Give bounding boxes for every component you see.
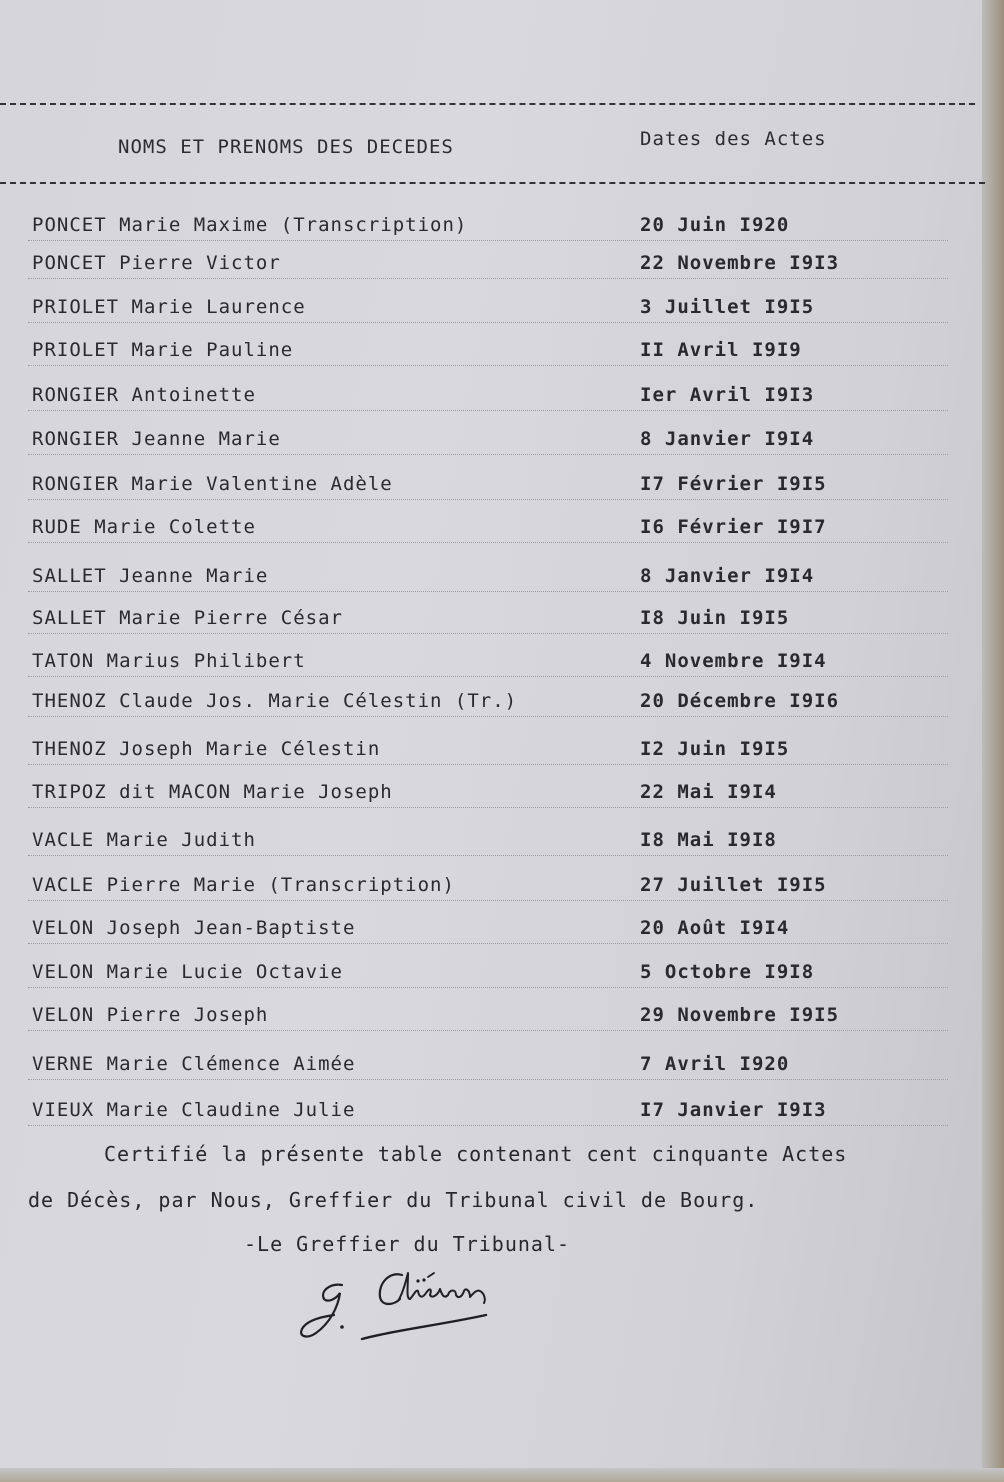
- row-dotted-line: [28, 542, 948, 543]
- deceased-name: PONCET Pierre Victor: [32, 252, 281, 274]
- row-dotted-line: [28, 807, 948, 808]
- table-row: [0, 214, 960, 242]
- top-dashed-rule: [0, 103, 975, 105]
- row-dotted-line: [28, 716, 948, 717]
- deceased-name: VELON Joseph Jean-Baptiste: [32, 917, 356, 939]
- act-date: 29 Novembre I9I5: [640, 1004, 840, 1026]
- act-date: I7 Janvier I9I3: [640, 1099, 827, 1121]
- header-dashed-rule: [0, 182, 985, 184]
- deceased-name: THENOZ Claude Jos. Marie Célestin (Tr.): [32, 690, 518, 712]
- act-date: I6 Février I9I7: [640, 516, 827, 538]
- names-column-header: NOMS ET PRENOMS DES DECEDES: [118, 136, 454, 158]
- act-date: 27 Juillet I9I5: [640, 874, 827, 896]
- deceased-name: TRIPOZ dit MACON Marie Joseph: [32, 781, 393, 803]
- table-row: [0, 874, 960, 902]
- row-dotted-line: [28, 240, 948, 241]
- deceased-name: PRIOLET Marie Laurence: [32, 296, 306, 318]
- row-dotted-line: [28, 454, 948, 455]
- deceased-name: RONGIER Antoinette: [32, 384, 256, 406]
- act-date: II Avril I9I9: [640, 339, 802, 361]
- deceased-name: VACLE Marie Judith: [32, 829, 256, 851]
- act-date: I7 Février I9I5: [640, 473, 827, 495]
- row-dotted-line: [28, 1079, 948, 1080]
- table-row: [0, 384, 960, 412]
- clerk-signature: [290, 1255, 500, 1350]
- act-date: 20 Juin I920: [640, 214, 790, 236]
- row-dotted-line: [28, 987, 948, 988]
- deceased-name: PONCET Marie Maxime (Transcription): [32, 214, 468, 236]
- row-dotted-line: [28, 764, 948, 765]
- table-row: [0, 428, 960, 456]
- row-dotted-line: [28, 365, 948, 366]
- table-row: [0, 473, 960, 501]
- row-dotted-line: [28, 499, 948, 500]
- row-dotted-line: [28, 943, 948, 944]
- table-row: [0, 252, 960, 280]
- deceased-name: RONGIER Jeanne Marie: [32, 428, 281, 450]
- deceased-name: THENOZ Joseph Marie Célestin: [32, 738, 381, 760]
- row-dotted-line: [28, 591, 948, 592]
- deceased-name: RONGIER Marie Valentine Adèle: [32, 473, 393, 495]
- table-row: [0, 690, 960, 718]
- act-date: 5 Octobre I9I8: [640, 961, 815, 983]
- row-dotted-line: [28, 1030, 948, 1031]
- table-row: [0, 565, 960, 593]
- deceased-name: TATON Marius Philibert: [32, 650, 306, 672]
- row-dotted-line: [28, 900, 948, 901]
- table-row: [0, 296, 960, 324]
- act-date: 20 Décembre I9I6: [640, 690, 840, 712]
- row-dotted-line: [28, 855, 948, 856]
- act-date: 22 Mai I9I4: [640, 781, 777, 803]
- table-row: [0, 781, 960, 809]
- table-row: [0, 738, 960, 766]
- page-edge-bottom: [0, 1468, 1004, 1482]
- act-date: I2 Juin I9I5: [640, 738, 790, 760]
- certification-line-2: de Décès, par Nous, Greffier du Tribunal civil de Bourg.: [28, 1188, 759, 1212]
- deceased-name: VACLE Pierre Marie (Transcription): [32, 874, 455, 896]
- table-row: [0, 516, 960, 544]
- deceased-name: PRIOLET Marie Pauline: [32, 339, 294, 361]
- table-row: [0, 1053, 960, 1081]
- deceased-name: VELON Pierre Joseph: [32, 1004, 269, 1026]
- table-row: [0, 917, 960, 945]
- certification-line-1: Certifié la présente table contenant cent cinquante Actes: [104, 1142, 848, 1166]
- table-row: [0, 1004, 960, 1032]
- table-row: [0, 607, 960, 635]
- table-row: [0, 650, 960, 678]
- row-dotted-line: [28, 1125, 948, 1126]
- act-date: I8 Juin I9I5: [640, 607, 790, 629]
- row-dotted-line: [28, 322, 948, 323]
- act-date: 7 Avril I920: [640, 1053, 790, 1075]
- greffier-title: -Le Greffier du Tribunal-: [244, 1232, 571, 1256]
- deceased-name: VIEUX Marie Claudine Julie: [32, 1099, 356, 1121]
- act-date: 8 Janvier I9I4: [640, 428, 815, 450]
- deceased-name: SALLET Marie Pierre César: [32, 607, 343, 629]
- row-dotted-line: [28, 676, 948, 677]
- act-date: 22 Novembre I9I3: [640, 252, 840, 274]
- table-row: [0, 961, 960, 989]
- act-date: I8 Mai I9I8: [640, 829, 777, 851]
- deceased-name: RUDE Marie Colette: [32, 516, 256, 538]
- page-edge-right: [982, 0, 1004, 1482]
- table-row: [0, 1099, 960, 1127]
- act-date: Ier Avril I9I3: [640, 384, 815, 406]
- act-date: 8 Janvier I9I4: [640, 565, 815, 587]
- table-row: [0, 339, 960, 367]
- row-dotted-line: [28, 278, 948, 279]
- dates-column-header: Dates des Actes: [640, 128, 827, 150]
- act-date: 20 Août I9I4: [640, 917, 790, 939]
- deceased-name: VERNE Marie Clémence Aimée: [32, 1053, 356, 1075]
- table-row: [0, 829, 960, 857]
- act-date: 4 Novembre I9I4: [640, 650, 827, 672]
- deceased-name: VELON Marie Lucie Octavie: [32, 961, 343, 983]
- row-dotted-line: [28, 410, 948, 411]
- row-dotted-line: [28, 633, 948, 634]
- deceased-name: SALLET Jeanne Marie: [32, 565, 269, 587]
- act-date: 3 Juillet I9I5: [640, 296, 815, 318]
